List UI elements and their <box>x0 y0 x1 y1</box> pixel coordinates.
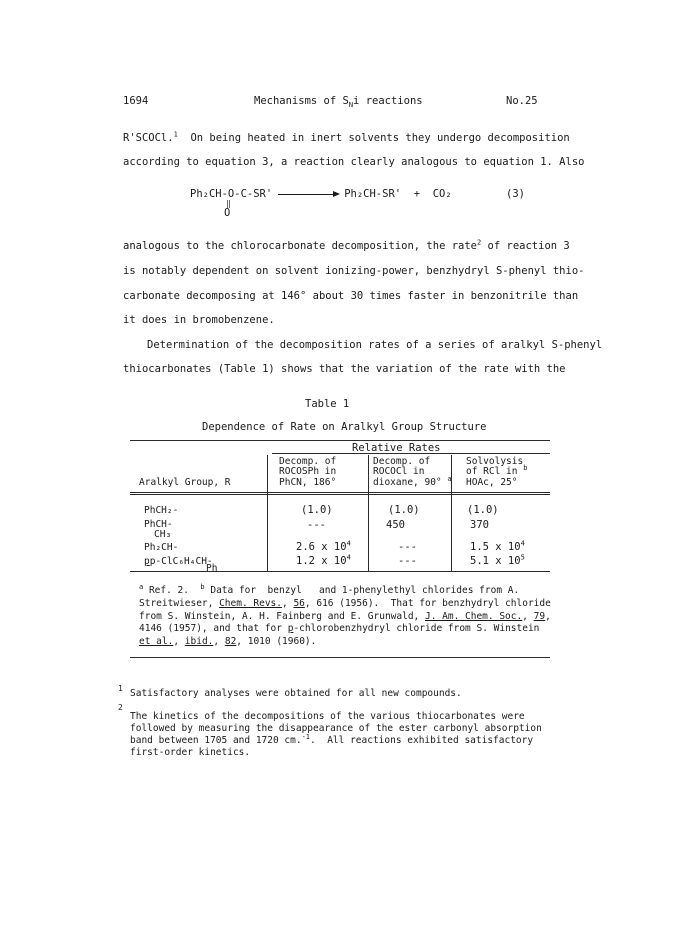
body-line: it does in bromobenzene. <box>123 314 275 326</box>
separator: , <box>522 611 534 622</box>
table-footnote-text: , 1010 (1960). <box>236 636 317 647</box>
running-title-sub: N <box>348 101 354 110</box>
table-cell-value: --- <box>307 519 326 531</box>
table-footnote-line <box>139 611 551 622</box>
table-footnote-line <box>139 598 551 609</box>
page-number: 1694 <box>123 95 149 107</box>
table-cell-value: 450 <box>386 519 405 531</box>
table-cell-group-sub: Ph <box>206 563 218 574</box>
footnote-ref: 2 <box>477 238 482 247</box>
journal-volume: 79 <box>533 611 546 622</box>
body-line: is notably dependent on solvent ionizing-power, benzhydryl S-phenyl thio- <box>123 265 585 277</box>
column-header-line <box>373 474 452 488</box>
column-header-line: ROCOSPh in <box>279 466 337 477</box>
header-rule-1 <box>130 492 550 493</box>
table-cell-group: PhCH₂- <box>144 505 179 516</box>
column-header-line: Decomp. of <box>279 456 337 467</box>
table-cell-value <box>470 555 525 567</box>
body-line <box>123 240 570 252</box>
table-note-ref: a <box>447 474 452 483</box>
table-cell-exponent: 4 <box>346 553 351 562</box>
reaction-arrow-icon <box>278 194 338 195</box>
table-top-rule <box>130 440 550 441</box>
running-title <box>254 95 423 110</box>
journal-volume: 56 <box>293 598 305 609</box>
column-header-aralkyl: Aralkyl Group, R <box>139 477 231 488</box>
body-text: of reaction 3 <box>481 240 570 252</box>
table-footnote-text: , 616 (1956). That for benzhydryl chloride <box>304 598 551 609</box>
table-cell-group-sub: CH₃ <box>154 529 172 540</box>
separator: , <box>173 636 185 647</box>
table-note-mark: a <box>139 582 144 591</box>
table-cell-mantissa: 1.5 x 10 <box>470 541 521 553</box>
table-cell-value: --- <box>398 555 417 567</box>
table-footnote-line <box>139 623 539 634</box>
footnote-text-part: band between 1705 and 1720 cm. <box>130 735 302 746</box>
table-cell-exponent: 5 <box>520 553 525 562</box>
column-header-line: ROCOCl in <box>373 466 425 477</box>
body-text: On being heated in inert solvents they undergo decomposition <box>177 132 570 144</box>
table-bottom-rule <box>130 571 550 572</box>
table-cell-value: --- <box>398 541 417 553</box>
equation-reactant: Ph₂CH-O-C-SR' <box>190 188 273 200</box>
citation-etal: et al. <box>139 636 174 647</box>
table-footnote-text: Data for benzyl and 1-phenylethyl chlorides from A. <box>204 585 520 596</box>
column-header-line: Solvolysis <box>466 456 524 467</box>
table-cell-value <box>296 541 351 553</box>
table-cell-exponent: 4 <box>346 539 351 548</box>
equation-product: Ph₂CH-SR' + CO₂ <box>344 188 452 200</box>
table-note-mark: b <box>200 582 205 591</box>
column-header-line: Decomp. of <box>373 456 431 467</box>
table-cell-mantissa: 1.2 x 10 <box>296 555 347 567</box>
table-caption: Dependence of Rate on Aralkyl Group Structure <box>202 421 487 433</box>
separator: , <box>213 636 225 647</box>
table-footnote-text: Streitwieser, <box>139 598 220 609</box>
column-header-line: HOAc, 25° <box>466 477 518 488</box>
table-cell-mantissa: 5.1 x 10 <box>470 555 521 567</box>
table-end-rule <box>130 657 550 658</box>
equation-number: (3) <box>506 188 525 200</box>
running-title-pre: Mechanisms of S <box>254 95 349 107</box>
table-footnote-text: Ref. 2. <box>143 585 201 596</box>
column-header-text: of RCl in <box>466 466 518 477</box>
footnote-exponent: -1 <box>301 732 311 741</box>
column-divider <box>368 455 369 571</box>
carbonyl-oxygen: O <box>224 207 231 219</box>
table-cell-value: (1.0) <box>301 504 333 516</box>
column-header-line <box>466 463 528 477</box>
carbonyl-bond: ‖ <box>226 199 231 208</box>
footnote-text <box>130 732 534 746</box>
table-cell-value <box>470 541 525 553</box>
table-note-ref: b <box>523 463 528 472</box>
table-footnote-text: , <box>545 611 551 622</box>
table-label: Table 1 <box>305 398 350 410</box>
journal-volume: 82 <box>224 636 237 647</box>
table-cell-value <box>296 555 351 567</box>
para-prefix: p <box>144 556 150 567</box>
para-prefix: p <box>287 623 294 634</box>
body-line: Determination of the decomposition rates of a series of aralkyl S-phenyl <box>147 339 603 351</box>
body-text: R'SCOCl. <box>123 132 174 144</box>
body-text: analogous to the chlorocarbonate decomposition, the rate <box>123 240 478 252</box>
footnote-text: The kinetics of the decompositions of the various thiocarbonates were <box>130 711 525 722</box>
column-header-text: dioxane, 90° <box>373 477 442 488</box>
citation-ibid: ibid. <box>184 636 214 647</box>
table-cell-group: Ph₂CH- <box>144 542 179 553</box>
column-divider <box>451 455 452 571</box>
footnote-text-part: . All reactions exhibited satisfactory <box>310 735 534 746</box>
column-divider <box>267 455 268 571</box>
running-title-post: i reactions <box>353 95 423 107</box>
table-footnote-text: -chlorobenzhydryl chloride from S. Winstein <box>293 623 540 634</box>
table-cell-exponent: 4 <box>520 539 525 548</box>
table-footnote-text: from S. Winstein, A. H. Fainberg and E. Grunwald, <box>139 611 425 622</box>
table-cell-group-text: p-ClC₆H₄CH- <box>149 556 213 567</box>
table-cell-value: (1.0) <box>388 504 420 516</box>
footnote-text: followed by measuring the disappearance of the ester carbonyl absorption <box>130 723 542 734</box>
footnote-mark: 2 <box>118 703 123 712</box>
body-line: carbonate decomposing at 146° about 30 times faster in benzonitrile than <box>123 290 579 302</box>
separator: , <box>282 598 294 609</box>
issue-number: No.25 <box>506 95 538 107</box>
column-header-line: PhCN, 186° <box>279 477 337 488</box>
table-cell-value: 370 <box>470 519 489 531</box>
table-footnote-text: 4146 (1957), and that for <box>139 623 288 634</box>
footnote-text: Satisfactory analyses were obtained for all new compounds. <box>130 688 462 699</box>
table-footnote-line <box>139 582 520 596</box>
table-footnote-line <box>139 636 316 647</box>
footnote-ref: 1 <box>173 130 178 139</box>
table-cell-group: PhCH- <box>144 519 173 530</box>
header-rule-2 <box>130 494 550 495</box>
table-cell-group <box>144 556 213 567</box>
table-cell-mantissa: 2.6 x 10 <box>296 541 347 553</box>
footnote-text: first-order kinetics. <box>130 747 251 758</box>
body-line: according to equation 3, a reaction clearly analogous to equation 1. Also <box>123 156 585 168</box>
footnote-mark: 1 <box>118 684 123 693</box>
body-line: thiocarbonates (Table 1) shows that the variation of the rate with the <box>123 363 566 375</box>
table-cell-value: (1.0) <box>467 504 499 516</box>
journal-name: Chem. Revs. <box>219 598 282 609</box>
body-line <box>123 132 570 144</box>
journal-name: J. Am. Chem. Soc. <box>424 611 523 622</box>
group-header: Relative Rates <box>352 442 441 454</box>
